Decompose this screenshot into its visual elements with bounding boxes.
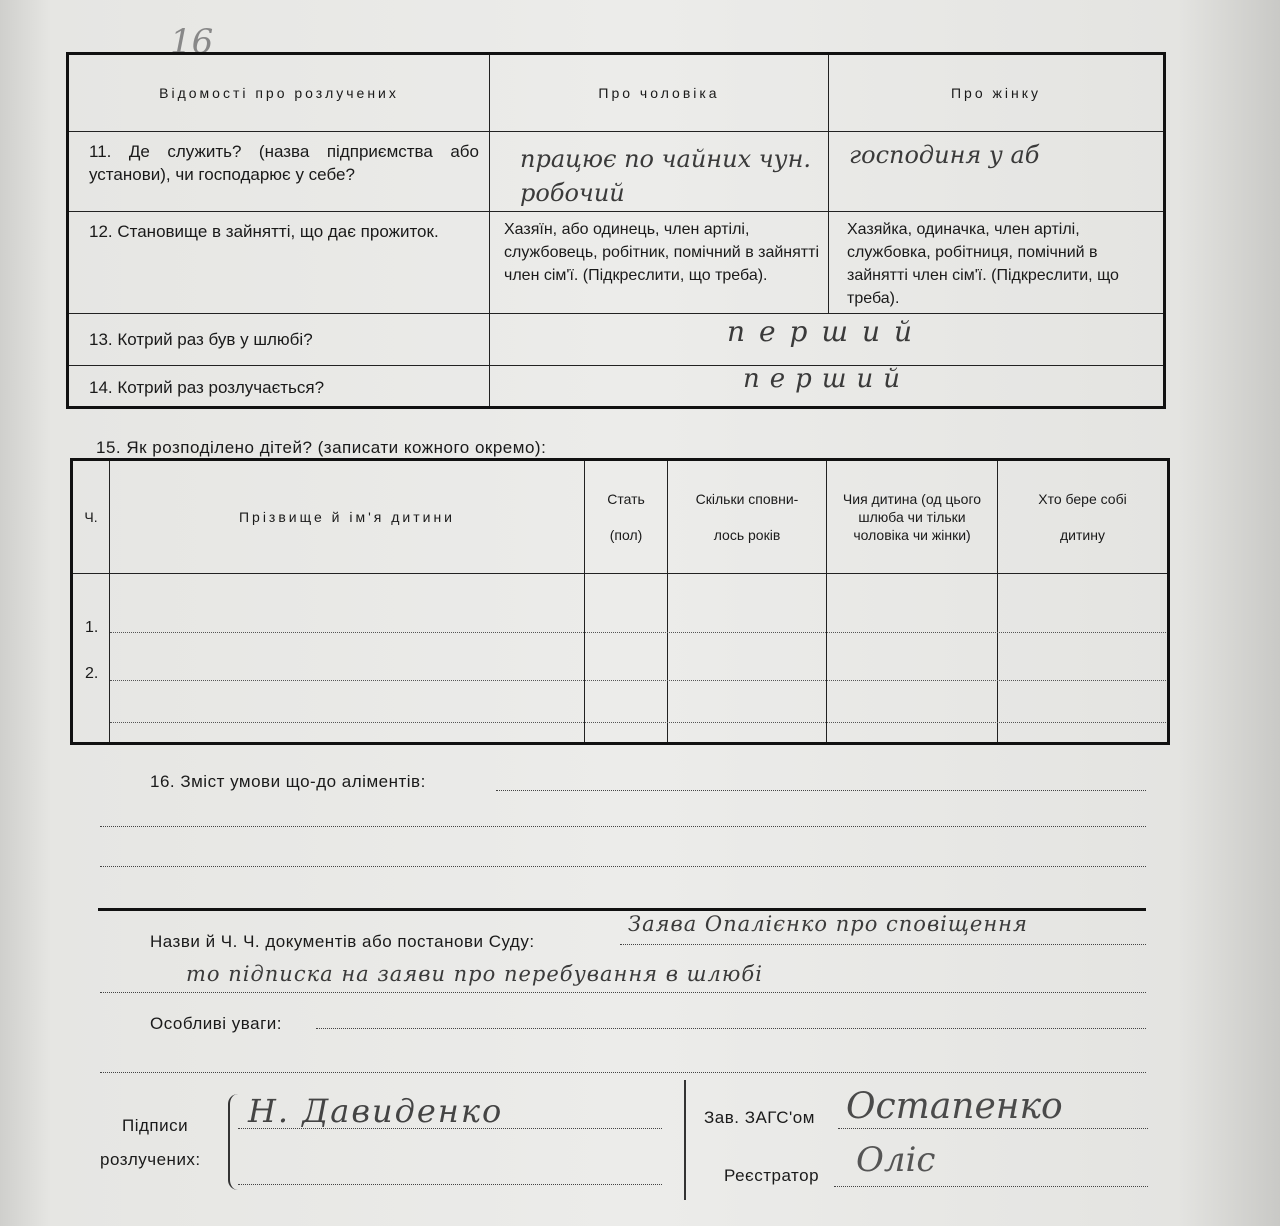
header-num: Ч. [72,460,110,574]
child-line-2 [110,680,1166,681]
zags-line [838,1128,1148,1129]
child-whose-cell [827,574,998,744]
notes-label: Особливі уваги: [150,1014,283,1033]
child-who-takes-cell [998,574,1169,744]
documents-line-1 [620,944,1146,945]
documents-line-2 [100,992,1146,993]
wife-11: господиня у аб [829,132,1165,212]
zags-signature: Остапенко [846,1086,1063,1127]
header-wife: Про жінку [829,54,1165,132]
row-numbers [72,574,110,744]
children-body-row [72,574,1169,744]
registrar-line [834,1186,1148,1187]
child-name-cell [110,574,585,744]
documents-label: Назви й Ч. Ч. документів або постанови Суду: [150,932,535,951]
child-row-2-num: 2. [85,665,99,682]
notes-line-1 [316,1028,1146,1029]
registrar-label: Реєстратор [724,1166,820,1185]
divorce-info-table [66,52,1166,409]
alimony-line-3 [100,866,1146,867]
alimony-line-1 [496,790,1146,791]
page-mark: 16 [170,22,214,62]
header-info: Відомості про розлучених [68,54,490,132]
question-12: 12. Становище в зайнятті, що дає прожиток. [68,212,490,314]
divorced-signature-line-1 [238,1128,662,1129]
child-age-cell [668,574,827,744]
row-12 [68,212,1165,314]
children-header-row [72,460,1169,574]
row-13 [68,314,1165,366]
signature-bracket [228,1094,240,1190]
zags-label: Зав. ЗАГС'ом [704,1108,815,1127]
documents-handwritten-1: Заява Опалієнко про сповіщення [628,912,1028,936]
row-11 [68,132,1165,212]
row-14 [68,366,1165,408]
notes-line-2 [100,1072,1146,1073]
husband-11: працює по чайних чун. робочий [490,132,829,212]
divorced-signature-line-2 [238,1184,662,1185]
section-divider [98,908,1146,911]
answer-14: перший [490,366,1165,408]
divorced-signatures-label-2: розлучених: [100,1150,201,1169]
header-whose-child: Чия дитина (од цього шлюба чи тільки чоловіка чи жінки) [827,460,998,574]
question-11: 11. Де служить? (назва підприємства або установи), чи господарює у себе? [68,132,490,212]
wife-12: Хазяйка, одиначка, член артілі, службовка, робітниця, помічний в зайнятті член сім'ї. (Підкреслити, що треба). [829,212,1165,314]
documents-handwritten-2: то підписка на заяви про перебування в шлюбі [186,962,763,986]
header-child-name: Прізвище й ім'я дитини [110,460,585,574]
alimony-label: 16. Зміст умови що-до аліментів: [150,772,426,791]
header-husband: Про чоловіка [490,54,829,132]
registrar-signature: Оліс [856,1140,936,1180]
child-line-1 [110,632,1166,633]
child-line-3 [110,722,1166,723]
husband-12: Хазяїн, або одинець, член артілі, службовець, робітник, помічний в зайнятті член сім'ї. (Підкреслити, що треба). [490,212,829,314]
children-table [70,458,1170,745]
header-sex: Стать (пол) [585,460,668,574]
alimony-line-2 [100,826,1146,827]
children-title: 15. Як розподілено дітей? (записати кожного окремо): [96,438,547,457]
question-13: 13. Котрий раз був у шлюбі? [68,314,490,366]
divorced-signatures-label-1: Підписи [122,1116,189,1135]
divorced-signature: Н. Давиденко [248,1092,504,1130]
header-age: Скільки сповни- лось років [668,460,827,574]
child-row-1-num: 1. [85,619,99,636]
header-who-takes: Хто бере собі дитину [998,460,1169,574]
question-14: 14. Котрий раз розлучається? [68,366,490,408]
child-sex-cell [585,574,668,744]
answer-13: перший [490,314,1165,366]
signature-divider [684,1080,686,1200]
